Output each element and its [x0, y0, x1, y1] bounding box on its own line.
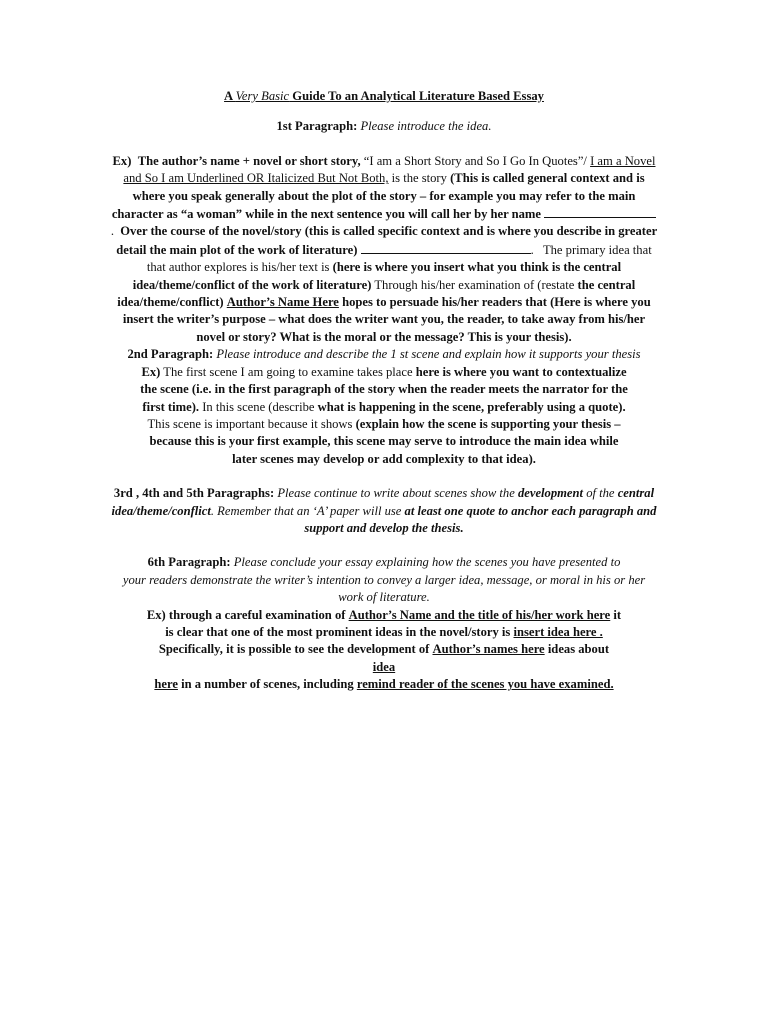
name-blank: [544, 205, 656, 218]
paragraph-2-heading: 2nd Paragraph: Please introduce and describe the 1 st scene and explain how it supports your thesis: [127, 347, 641, 362]
paragraph-6-line-specifically: Specifically, it is possible to see the development of Author’s names here ideas about: [158, 642, 610, 657]
plot-blank: [361, 241, 531, 254]
title-emphasis: Very Basic: [235, 89, 290, 103]
paragraph-2-example: Ex) The first scene I am going to examine takes place here is where you want to contextualize: [141, 364, 627, 379]
document-title: A Very Basic Guide To an Analytical Literature Based Essay: [224, 89, 544, 103]
paragraph-6-heading: 6th Paragraph: Please conclude your essay explaining how the scenes you have presented to: [147, 555, 621, 570]
paragraph-6-example: Ex) through a careful examination of Author’s Name and the title of his/her work here it: [146, 607, 622, 622]
paragraph-1-heading: 1st Paragraph: Please introduce the idea.: [276, 119, 492, 134]
paragraph-2-line-because: because this is your first example, this scene may serve to introduce the main idea while: [149, 434, 619, 449]
paragraphs-3-5: 3rd , 4th and 5th Paragraphs: Please continue to write about scenes show the development of the central idea/theme/conflict. Remember that an ‘A’ paper will use at least one quote to anchor each paragraph and support and develop the thesis.: [111, 486, 657, 535]
paragraph-6-line-idea: idea: [372, 659, 396, 674]
paragraph-6-line-here: here in a number of scenes, including remind reader of the scenes you have examined.: [154, 677, 614, 692]
paragraph-6-instruction: your readers demonstrate the writer’s intention to convey a larger idea, message, or moral in his or her work of literature.: [122, 572, 646, 605]
paragraph-6-line-clear: is clear that one of the most prominent ideas in the novel/story is insert idea here .: [165, 624, 603, 639]
paragraph-2-line-important: This scene is important because it shows (explain how the scene is supporting your thesis –: [147, 416, 621, 431]
paragraph-1-example: Ex) The author’s name + novel or short story, “I am a Short Story and So I Go In Quotes”/ I am a Novel and So I am Underlined OR Italicized But Not Both, is the story (This is called general context and is where you speak generally about the plot of the story – for example you may refer to the main character as “a woman” while in the next sentence you will call her by her name . Over the course of the novel/story (this is called specific context and is where you describe in greater detail the main plot of the work of literature) . The primary idea that that author explores is his/her text is (here is where you insert what you think is the central idea/theme/conflict of the work of literature) Through his/her examination of (restate the central idea/theme/conflict) Author’s Name Here hopes to persuade his/her readers that (Here is where you insert the writer’s purpose – what does the writer want you, the reader, to take away from his/her novel or story? What is the moral or the message? This is your thesis).: [110, 153, 658, 344]
paragraph-2-line-first-time: first time). In this scene (describe what is happening in the scene, preferably using a quote).: [142, 399, 626, 414]
paragraph-2-line-scene: the scene (i.e. in the first paragraph of the story when the reader meets the narrator for the: [140, 382, 628, 397]
paragraph-2-line-later: later scenes may develop or add complexity to that idea).: [232, 451, 536, 466]
